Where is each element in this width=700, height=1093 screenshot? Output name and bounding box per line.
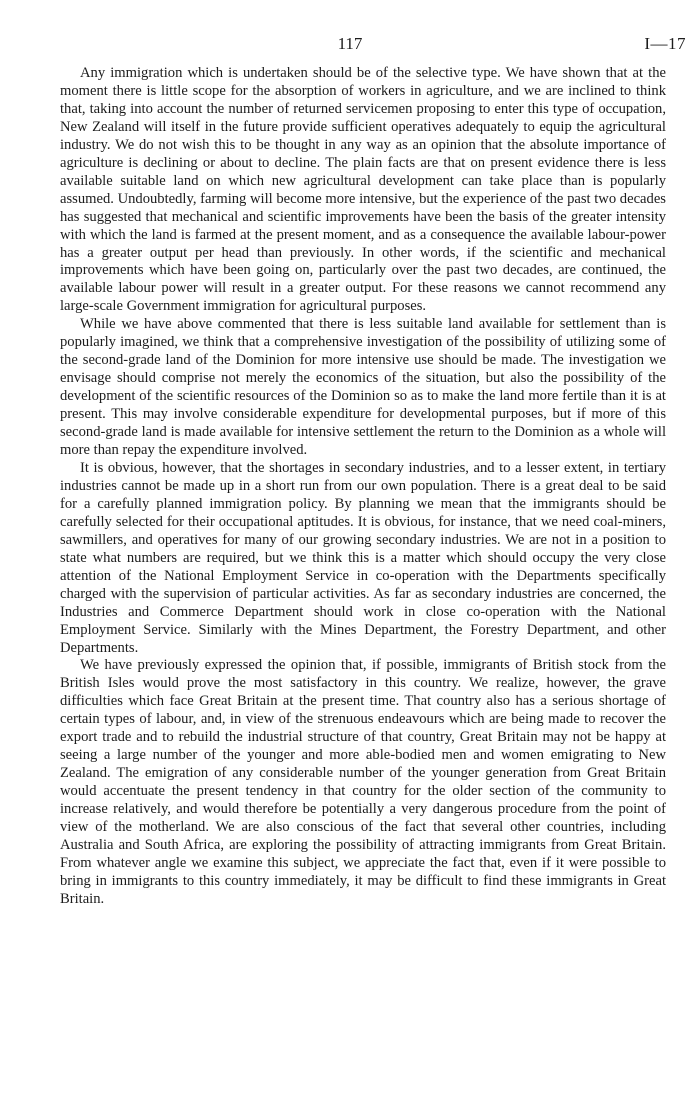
paragraph-planned-immigration: It is obvious, however, that the shortages in secondary industries, and to a lesser extent, in tertiary industries cannot be made up in a short run from our own population. There is a great deal to be said for a carefully planned immigration policy. By planning we mean that the immigrants should be carefully selected for their occupational aptitudes. It is obvious, for instance, that we need coal-miners, sawmillers, and operatives for many of our growing secondary industries. We are not in a position to state what numbers are required, but we think this is a matter which should occupy the very close attention of the National Employment Service in co-operation with the Departments specifically charged with the supervision of particular activities. As far as secondary industries are concerned, the Industries and Commerce Department should work in close co-operation with the National Employment Service. Similarly with the Mines Department, the Forestry Department, and other Departments. bbox=[60, 459, 666, 656]
document-reference: I—17 bbox=[644, 34, 686, 53]
page-body bbox=[60, 65, 666, 909]
paragraph-selective-immigration: Any immigration which is undertaken should be of the selective type. We have shown that at the moment there is little scope for the absorption of workers in agriculture, and we are inclined to think that, taking into account the number of returned servicemen proposing to enter this type of occupation, New Zealand will itself in the future provide sufficient operatives adequately to equip the agricultural industry. We do not wish this to be thought in any way as an opinion that the absolute importance of agriculture is declining or about to decline. The plain facts are that on present evidence there is less available suitable land on which new agricultural development can take place than is popularly assumed. Undoubtedly, farming will become more intensive, but the experience of the past two decades has suggested that mechanical and scientific improvements have been the basis of the greater intensity with which the land is farmed at the present moment, and as a consequence the available labour-power has a greater output per head than previously. In other words, if the scientific and mechanical improvements which have been going on, particularly over the past two decades, are continued, the available labour power will result in a greater output. For these reasons we cannot recommend any large-scale Government immigration for agricultural purposes. bbox=[60, 65, 666, 315]
paragraph-british-immigrants: We have previously expressed the opinion that, if possible, immigrants of British stock from the British Isles would prove the most satisfactory in this country. We realize, however, the grave difficulties which face Great Britain at the present time. That country also has a serious shortage of certain types of labour, and, in view of the strenuous endeavours which are being made to recover the export trade and to rebuild the industrial structure of that country, Great Britain may not be happy at seeing a large number of the younger and more able-bodied men and women emigrating to New Zealand. The emigration of any considerable number of the younger generation from Great Britain would accentuate the present tendency in that country for the older section of the community to increase relatively, and would therefore be potentially a very dangerous procedure from the point of view of the motherland. We are also conscious of the fact that several other countries, including Australia and South Africa, are exploring the possibility of attracting immigrants from Great Britain. From whatever angle we examine this subject, we appreciate the fact that, even if it were possible to bring in immigrants to this country immediately, it may be difficult to find these immigrants in Great Britain. bbox=[60, 657, 666, 907]
page-header bbox=[0, 34, 700, 58]
page-number: 117 bbox=[337, 34, 363, 53]
paragraph-second-grade-land: While we have above commented that there is less suitable land available for settlement than is popularly imagined, we think that a comprehensive investigation of the possibility of utilizing some of the second-grade land of the Dominion for more intensive use should be made. The investigation we envisage should comprise not merely the economics of the situation, but also the possibility of the development of the scientific resources of the Dominion so as to make the land more fertile than it is at present. This may involve considerable expenditure for developmental purposes, but if more of this second-grade land is made available for intensive settlement the return to the Dominion as a whole will more than repay the expenditure involved. bbox=[60, 316, 666, 459]
